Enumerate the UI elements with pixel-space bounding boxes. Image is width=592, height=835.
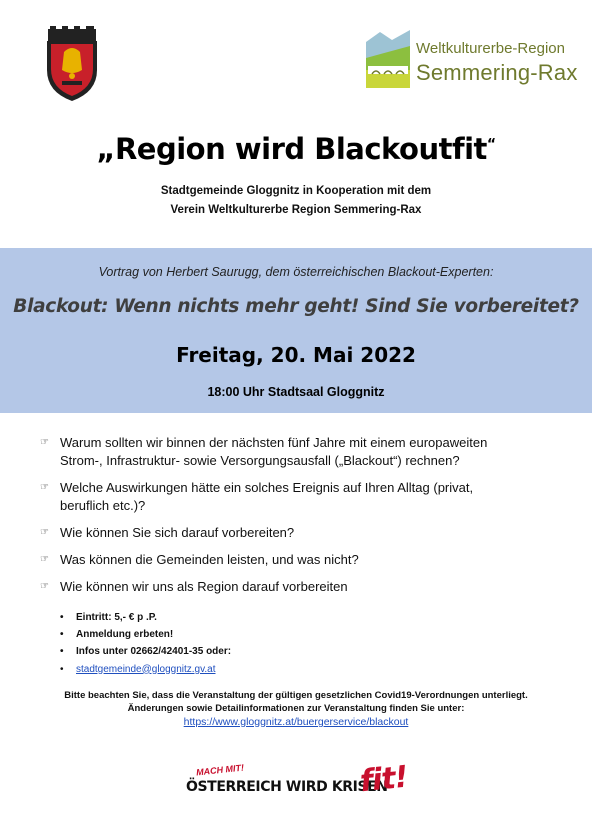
question-1-line-2: Strom-, Infrastruktur- sowie Versorgungsausfall („Blackout“) rechnen? [60, 453, 460, 468]
bullet-dot-icon: • [60, 646, 64, 658]
registration-note: Anmeldung erbeten! [76, 629, 174, 641]
list-item [40, 434, 560, 470]
weltkulturerbe-region-logo [366, 28, 578, 88]
details-notice: Änderungen sowie Detailinformationen zur Veranstaltung finden Sie unter: [127, 703, 465, 714]
question-5: Wie können wir uns als Region darauf vorbereiten [60, 579, 348, 594]
info-phone: Infos unter 02662/42401-35 oder: [76, 646, 232, 658]
question-4: Was können die Gemeinden leisten, und was nicht? [60, 552, 359, 567]
campaign-tag: MACH MIT! [195, 762, 245, 778]
partner-name-line1: Weltkulturerbe-Region [416, 40, 565, 57]
covid-notice: Bitte beachten Sie, dass die Veranstaltung der gültigen gesetzlichen Covid19-Verordnungen unterliegt. [64, 690, 528, 701]
list-item [60, 645, 460, 659]
question-3: Wie können Sie sich darauf vorbereiten? [60, 525, 295, 540]
details-link[interactable]: https://www.gloggnitz.at/buergerservice/blackout [183, 716, 409, 728]
question-1-line-1: Warum sollten wir binnen der nächsten fünf Jahre mit einem europaweiten [60, 435, 488, 450]
pointing-hand-icon: ☞ [40, 527, 49, 538]
gloggnitz-coat-of-arms-logo [44, 26, 100, 102]
title-open-quote: „ [96, 132, 115, 166]
event-banner [0, 248, 592, 413]
list-item [60, 663, 460, 677]
pointing-hand-icon: ☞ [40, 554, 49, 565]
bullet-dot-icon: • [60, 663, 64, 675]
krisenfit-campaign-logo [184, 759, 410, 804]
list-item [40, 578, 560, 596]
partner-name-line2: Semmering-Rax [416, 60, 578, 85]
list-item [40, 524, 560, 542]
email-link[interactable]: stadtgemeinde@gloggnitz.gv.at [76, 663, 216, 675]
speaker-intro: Vortrag von Herbert Saurugg, dem österreichischen Blackout-Experten: [98, 265, 494, 279]
campaign-main-text: ÖSTERREICH WIRD KRISEN [186, 779, 388, 795]
bullet-dot-icon: • [60, 612, 64, 623]
campaign-fit-text: fit! [358, 759, 410, 800]
question-list [40, 434, 560, 605]
entry-fee: Eintritt: 5,- € p .P. [76, 612, 157, 623]
event-date: Freitag, 20. Mai 2022 [176, 343, 416, 367]
subtitle-line-1: Stadtgemeinde Gloggnitz in Kooperation mit dem [160, 185, 432, 197]
list-item [40, 479, 560, 515]
title-text: Region wird Blackoutfit [114, 132, 487, 166]
question-2-line-2: beruflich etc.)? [60, 498, 146, 513]
list-item [40, 551, 560, 569]
question-2-line-1: Welche Auswirkungen hätte ein solches Ereignis auf Ihren Alltag (privat, [60, 480, 474, 495]
pointing-hand-icon: ☞ [40, 482, 49, 493]
talk-headline: Blackout: Wenn nichts mehr geht! Sind Sie vorbereitet? [13, 296, 579, 317]
page-title [0, 132, 592, 166]
bullet-dot-icon: • [60, 629, 64, 641]
event-time-place: 18:00 Uhr Stadtsaal Gloggnitz [207, 385, 385, 399]
pointing-hand-icon: ☞ [40, 581, 49, 592]
event-info-list [60, 611, 460, 680]
list-item [60, 611, 460, 625]
pointing-hand-icon: ☞ [40, 437, 49, 448]
title-close-quote: “ [486, 136, 496, 153]
railway-viaduct-icon [366, 28, 410, 88]
subtitle-line-2: Verein Weltkulturerbe Region Semmering-Rax [170, 204, 422, 216]
list-item [60, 628, 460, 642]
